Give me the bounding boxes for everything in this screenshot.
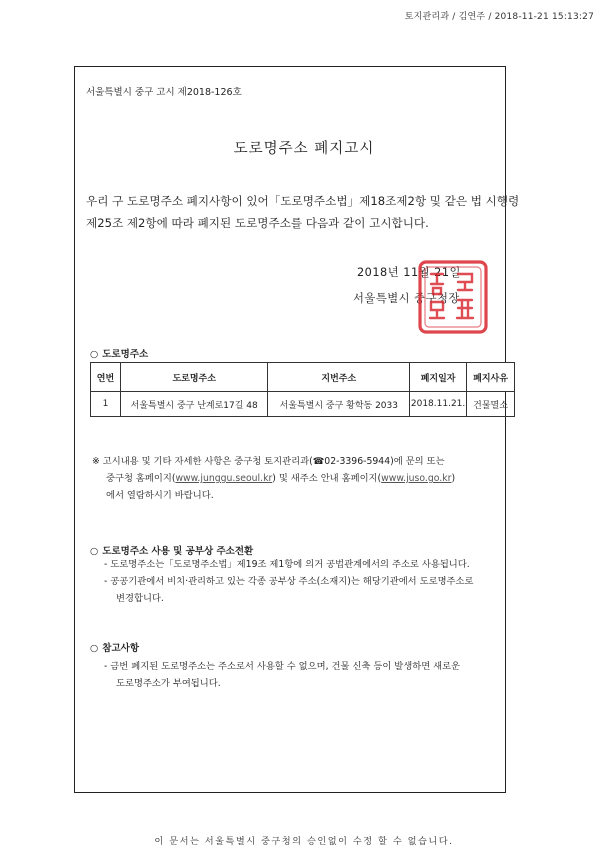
address-usage-list (104, 556, 514, 607)
document-header-stamp: 토지관리과 / 김연주 / 2018-11-21 15:13:27 (404, 12, 594, 22)
table-row (91, 392, 515, 417)
road-address-table (90, 362, 515, 417)
section-heading-reference (90, 640, 139, 654)
list-item: - 도로명주소는「도로명주소법」제19조 제1항에 의거 공법관계에서의 주소로 사용됩니다. (104, 559, 470, 570)
notice-body-line: 우리 구 도로명주소 폐지사항이 있어「도로명주소법」제18조제2항 및 같은 법 시행령 (86, 194, 520, 208)
section-title: 도로명주소 사용 및 공부상 주소전환 (102, 546, 254, 557)
junggu-homepage-link[interactable]: www.junggu.seoul.kr (175, 473, 273, 484)
page-title: 도로명주소 폐지고시 (233, 141, 375, 157)
column-header-abolish-reason: 폐지사유 (467, 363, 515, 392)
note-line: 에서 열람하시기 바랍니다. (106, 490, 214, 501)
column-header-lot-address: 지번주소 (268, 363, 410, 392)
list-item-continuation: 변경합니다. (116, 593, 164, 604)
section-title: 도로명주소 (102, 349, 149, 360)
column-header-no: 연번 (91, 363, 121, 392)
notice-body (86, 190, 520, 234)
note-line (92, 470, 512, 487)
list-item-continuation: 도로명주소가 부여됩니다. (116, 678, 221, 689)
list-item: - 금번 폐지된 도로명주소는 주소로서 사용할 수 없으며, 건물 신축 등이 발생하면 새로운 (104, 661, 461, 672)
table-cell-no: 1 (91, 392, 121, 417)
table-cell-abolish-date: 2018.11.21. (410, 392, 467, 417)
inquiry-note (92, 453, 512, 504)
notice-body-line: 제25조 제2항에 따라 폐지된 도로명주소를 다음과 같이 고시합니다. (86, 216, 429, 230)
section-bullet: ○ (90, 643, 99, 654)
section-bullet: ○ (90, 349, 99, 360)
section-bullet: ○ (90, 546, 99, 557)
column-header-road-address: 도로명주소 (120, 363, 268, 392)
reference-list (104, 658, 514, 692)
note-text: 중구청 홈페이지( (106, 473, 176, 484)
section-heading-road-address (90, 346, 148, 360)
official-seal-stamp (416, 258, 490, 336)
table-cell-abolish-reason: 건물멸소 (467, 392, 515, 417)
document-footer: 이 문서는 서울특별시 중구청의 승인없이 수정 할 수 없습니다. (154, 836, 454, 847)
note-line: ※ 고시내용 및 기타 자세한 사항은 중구청 토지관리과(☎02-3396-5944)에 문의 또는 (92, 456, 445, 467)
section-heading-address-usage (90, 543, 253, 557)
table-cell-road-address: 서울특별시 중구 난계로17길 48 (120, 392, 268, 417)
table-header-row (91, 363, 515, 392)
section-title: 참고사항 (102, 643, 140, 654)
note-text: ) (451, 473, 456, 484)
note-text: ) 및 새주소 안내 홈페이지( (272, 473, 382, 484)
notice-issuer: 서울특별시 중구청장 (353, 292, 460, 305)
notice-number: 서울특별시 중구 고시 제2018-126호 (86, 87, 242, 98)
notice-date: 2018년 11월 21일 (357, 266, 461, 279)
table-cell-lot-address: 서울특별시 중구 황학동 2033 (268, 392, 410, 417)
column-header-abolish-date: 폐지일자 (410, 363, 467, 392)
list-item: - 공공기관에서 비치·관리하고 있는 각종 공부상 주소(소재지)는 해당기관에서 도로명주소로 (104, 576, 474, 587)
juso-homepage-link[interactable]: www.juso.go.kr (381, 473, 452, 484)
